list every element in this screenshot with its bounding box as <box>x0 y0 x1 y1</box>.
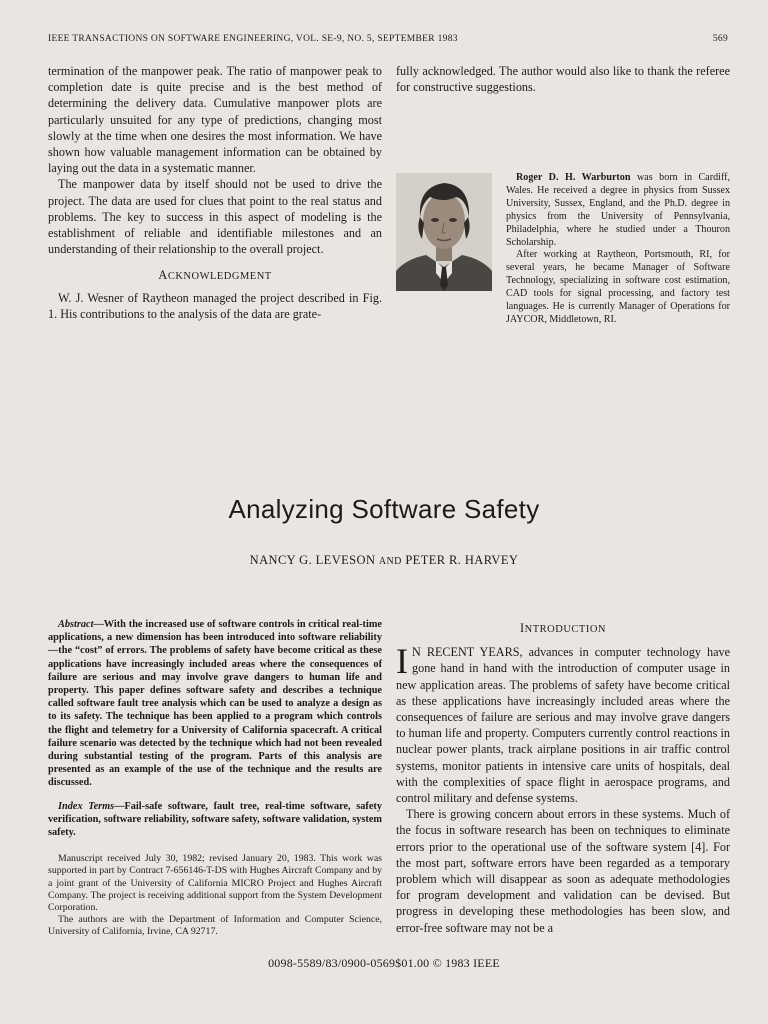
heading-rest: NTRODUCTION <box>524 624 606 635</box>
drop-cap: I <box>396 641 408 682</box>
index-terms-label: Index Terms <box>58 800 115 812</box>
body-paragraph: termination of the manpower peak. The ratio of manpower peak to completion date is quite precise and is the best method of determining the delivery data. Cumulative manpower plots are particularly unsuited for any type of predictions, changing most slowly at the time when one desires the most information. We have shown how valuable management information can be obtained by laying out the data in a systematic manner. <box>48 64 382 176</box>
bio-paragraph <box>506 172 730 249</box>
manuscript-footnote: Manuscript received July 30, 1982; revised January 20, 1983. This work was supported in part by Contract 7-656146-T-DS with Hughes Aircraft Company and by a joint grant of the University of California MICRO Project and Hughes Aircraft Company. The project is receiving additional support from the System Development Corporation. <box>48 853 382 914</box>
author-biography <box>506 172 730 327</box>
bio-paragraph: After working at Raytheon, Portsmouth, RI, for several years, he became Manager of Software Technology, specializing in software cost estimation, CAD tools for signal processing, and factory test languages. He is currently Manager of Operations for JAYCOR, Middletown, RI. <box>506 249 730 325</box>
section-heading-introduction <box>396 620 730 638</box>
acknowledgment-continuation: fully acknowledged. The author would also like to thank the referee for constructive suggestions. <box>396 64 730 95</box>
abstract <box>48 618 382 790</box>
author-photo <box>396 173 492 291</box>
page-number: 569 <box>712 34 728 44</box>
abstract-label: Abstract <box>58 619 94 630</box>
article-authors <box>0 553 768 568</box>
ack-heading-initial: A <box>158 268 168 283</box>
intro-paragraph <box>396 641 730 806</box>
article-title: Analyzing Software Safety <box>228 494 540 524</box>
intro-paragraph: There is growing concern about errors in these systems. Much of the focus in software research has been on techniques to eliminate errors prior to the operational use of the software system [4]. For the most part, software errors have been regarded as a temporary problem which will disappear as soon as adequate methodologies for program development and validation can be devised. But progress in developing these methodologies has been slow, and error-free software may not be a <box>396 807 730 935</box>
running-header <box>48 34 728 44</box>
acknowledgment-text: W. J. Wesner of Raytheon managed the project described in Fig. 1. His contributions to the analysis of the data are grate- <box>48 290 382 321</box>
acknowledgment-heading <box>48 267 382 285</box>
intro-text: N RECENT YEARS, advances in computer technology have gone hand in hand with the introduction of computer usage in new application areas. The problems of safety have become critical as these applications have increasingly included areas where the consequences of failure are serious and may involve grave dangers to human life and property. Computers currently control reactions in nuclear power plants, track airplane positions in air traffic control systems, monitor patients in intensive care units of hospitals, deal with the complexities of space flight in aerospace programs, and control military and defense systems. <box>396 645 730 806</box>
ack-heading-rest: CKNOWLEDGMENT <box>167 271 272 283</box>
body-paragraph: The manpower data by itself should not be used to drive the project. The data are used for clues that point to the real status and problems. The key to success in this aspect of modeling is the establishment of reliable and identifiable milestones and an understanding of their relationship to the overall project. <box>48 177 382 257</box>
copyright-code: 0098-5589/83/0900-0569$01.00 © 1983 IEEE <box>268 956 500 970</box>
abstract-column <box>48 618 382 939</box>
affiliation-footnote: The authors are with the Department of Information and Computer Science, University of California, Irvine, CA 92717. <box>48 914 382 938</box>
previous-article-right-column <box>396 63 730 95</box>
bio-author-name: Roger D. H. Warburton <box>516 172 631 183</box>
journal-citation: IEEE TRANSACTIONS ON SOFTWARE ENGINEERING, VOL. SE-9, NO. 5, SEPTEMBER 1983 <box>48 34 458 44</box>
author-conjunction: AND <box>378 556 402 567</box>
heading-initial: I <box>520 621 525 635</box>
author-name: NANCY G. LEVESON <box>249 553 376 567</box>
author-name: PETER R. HARVEY <box>405 553 519 567</box>
bio-text: was born in Cardiff, Wales. He received a degree in physics from Sussex University, Sussex, England, and the Ph.D. degree in physics from the University of Pennsylvania, Philadelphia, where he studied under a Thouron Scholarship. <box>506 172 731 248</box>
index-terms-text: —Fail-safe software, fault tree, real-time software, safety verification, software reliability, software safety, software validation, system safety. <box>48 800 382 839</box>
introduction-column <box>396 620 730 936</box>
abstract-text: —With the increased use of software controls in critical real-time applications, a new dimension has been introduced into software reliability—the “cost” of errors. The problems of safety have become critical as these applications have increasingly included areas where the consequences of failure are serious and may involve grave dangers to human life and property. This paper defines software safety and describes a technique called software fault tree analysis which can be used to analyze a design as to its safety. The technique has been applied to a program which controls the flight and telemetry for a University of California spacecraft. A critical failure scenario was detected by the technique which had not been revealed during substantial testing of the program. Parts of this analysis are presented as an example of the use of the technique and the results are discussed. <box>48 619 382 789</box>
previous-article-left-column <box>48 63 382 322</box>
index-terms <box>48 800 382 840</box>
